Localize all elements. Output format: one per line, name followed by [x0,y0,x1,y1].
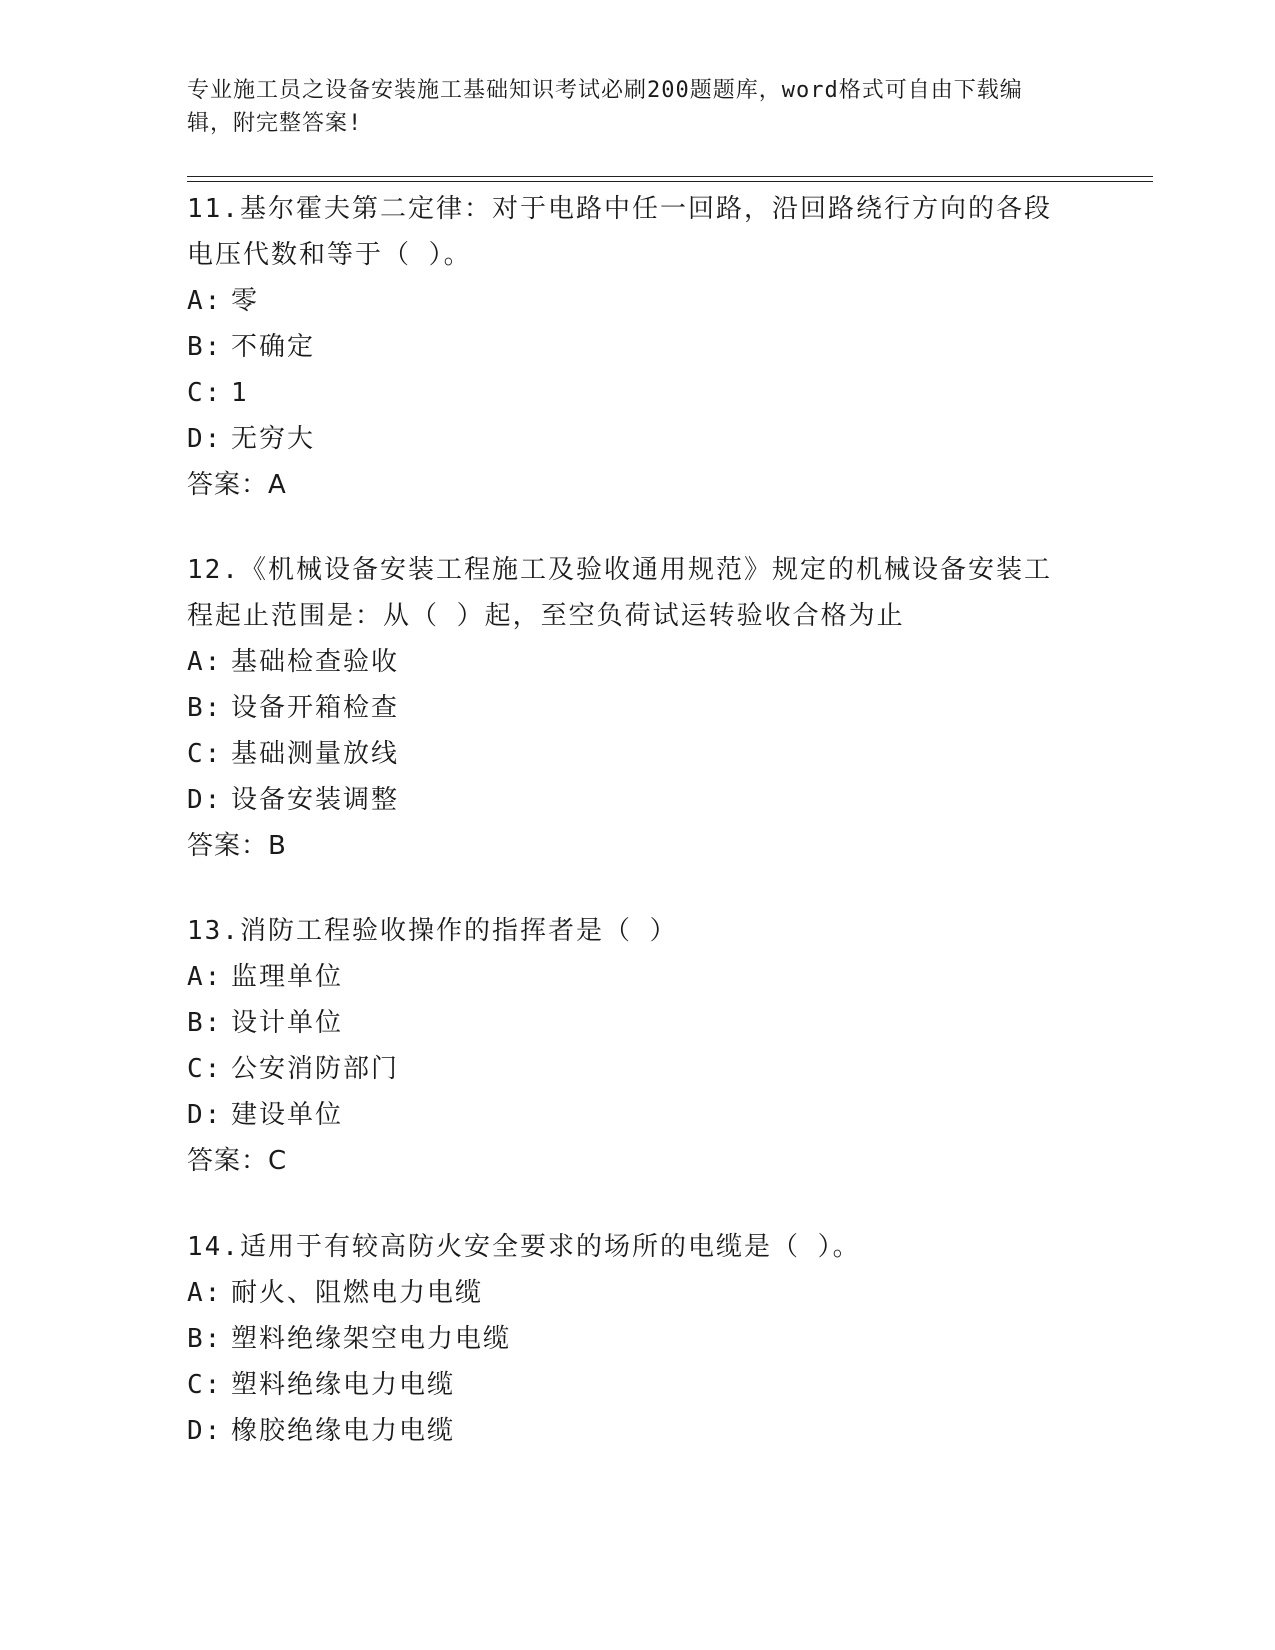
option-text: 基础测量放线 [231,739,400,769]
option-text: 公安消防部门 [231,1054,400,1084]
option-letter: C: [187,1054,223,1084]
option-letter: B: [187,1008,223,1038]
option-letter: A: [187,286,223,316]
option-letter: B: [187,332,223,362]
option-c [187,1046,1077,1092]
option-letter: B: [187,693,223,723]
option-text: 不确定 [231,332,316,362]
option-c [187,731,1077,777]
option-a [187,278,1077,324]
option-d [187,1408,1077,1454]
option-letter: D: [187,424,223,454]
option-c [187,1362,1077,1408]
option-text: 基础检查验收 [231,647,400,677]
option-text: 塑料绝缘电力电缆 [231,1370,456,1400]
option-d [187,416,1077,462]
option-letter: B: [187,1324,223,1354]
option-letter: A: [187,1278,223,1308]
question-14 [187,1224,1077,1454]
option-d [187,1092,1077,1138]
answer: 答案：C [187,1146,288,1176]
answer: 答案：A [187,470,287,500]
option-c [187,370,1077,416]
header-rule-top [187,176,1153,177]
option-text: 耐火、阻燃电力电缆 [231,1278,484,1308]
option-letter: D: [187,1100,223,1130]
option-a [187,954,1077,1000]
header-rule-bottom [187,181,1153,182]
option-letter: C: [187,1370,223,1400]
option-d [187,777,1077,823]
option-text: 零 [231,286,260,316]
question-11 [187,186,1077,508]
option-text: 无穷大 [231,424,316,454]
option-letter: A: [187,962,223,992]
question-stem: 14.适用于有较高防火安全要求的场所的电缆是（ ）。 [187,1232,861,1262]
option-b [187,685,1077,731]
option-text: 橡胶绝缘电力电缆 [231,1416,456,1446]
option-text: 1 [231,378,249,408]
option-text: 监理单位 [231,962,344,992]
question-13 [187,908,1077,1184]
option-text: 设备开箱检查 [231,693,400,723]
option-text: 塑料绝缘架空电力电缆 [231,1324,512,1354]
option-b [187,1000,1077,1046]
option-a [187,639,1077,685]
option-b [187,324,1077,370]
question-12 [187,547,1077,869]
option-text: 建设单位 [231,1100,344,1130]
option-a [187,1270,1077,1316]
option-letter: C: [187,739,223,769]
question-stem: 11.基尔霍夫第二定律：对于电路中任一回路，沿回路绕行方向的各段电压代数和等于（ ）。 [187,194,1052,270]
option-letter: D: [187,785,223,815]
option-b [187,1316,1077,1362]
option-letter: D: [187,1416,223,1446]
answer: 答案：B [187,831,287,861]
option-text: 设备安装调整 [231,785,400,815]
question-stem: 13.消防工程验收操作的指挥者是（ ） [187,916,678,946]
question-stem: 12.《机械设备安装工程施工及验收通用规范》规定的机械设备安装工程起止范围是：从（ ）起，至空负荷试运转验收合格为止 [187,555,1052,631]
option-letter: A: [187,647,223,677]
option-letter: C: [187,378,223,408]
option-text: 设计单位 [231,1008,344,1038]
document-header: 专业施工员之设备安装施工基础知识考试必刷200题题库，word格式可自由下载编辑，附完整答案! [187,78,1023,136]
